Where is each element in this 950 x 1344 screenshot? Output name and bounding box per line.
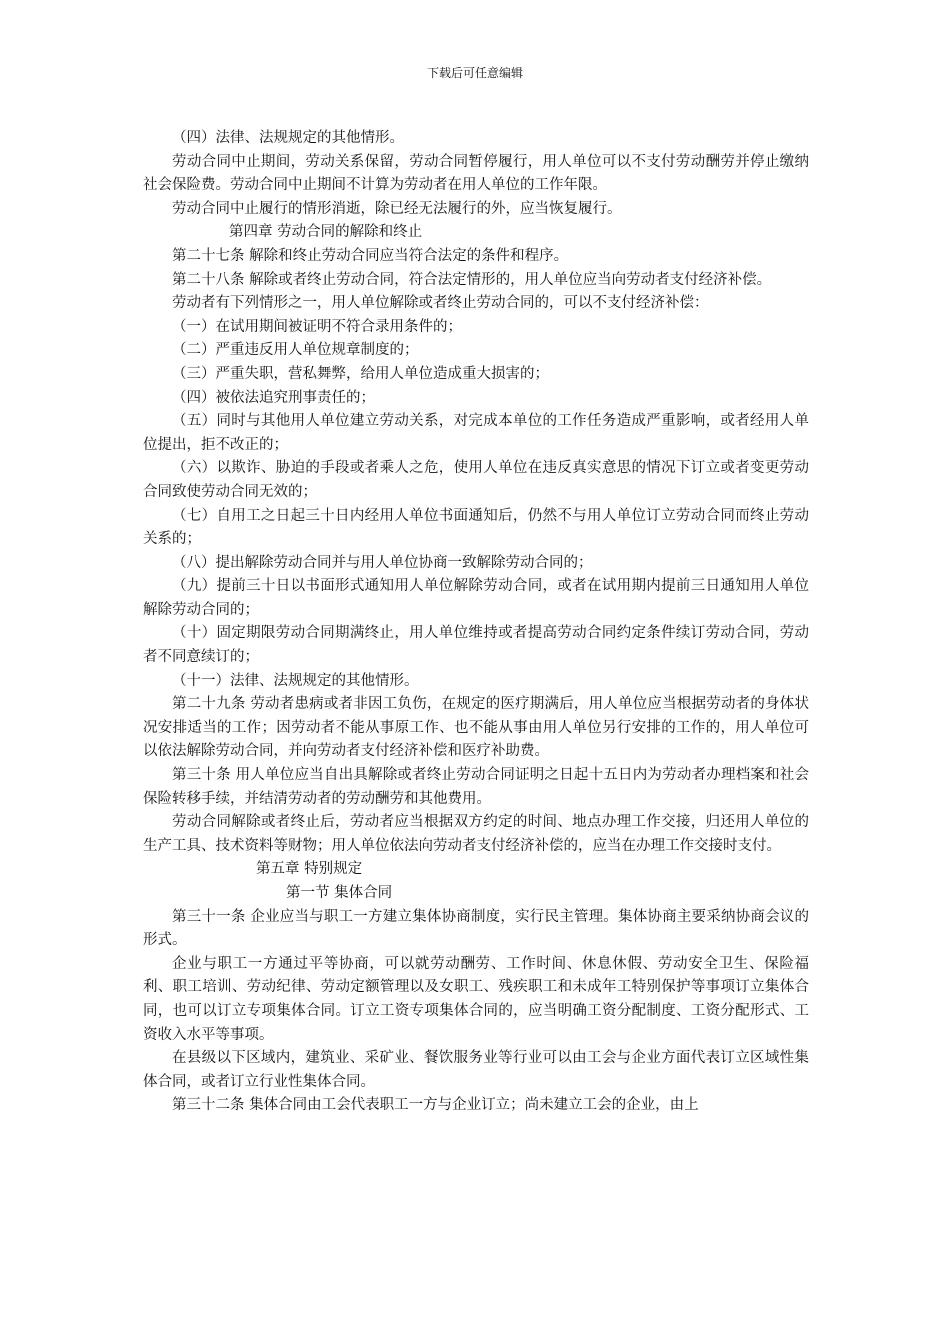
paragraph: 在县级以下区域内，建筑业、采矿业、餐饮服务业等行业可以由工会与企业方面代表订立区域性集体合同，或者订立行业性集体合同。 (143, 1050, 809, 1090)
paragraph: 劳动者有下列情形之一，用人单位解除或者终止劳动合同的，可以不支付经济补偿： (172, 295, 709, 312)
list-item: （一）在试用期间被证明不符合录用条件的； (172, 318, 462, 335)
paragraph: 第二十八条 解除或者终止劳动合同，符合法定情形的，用人单位应当向劳动者支付经济补偿。 (172, 271, 772, 288)
paragraph: 第三十二条 集体合同由工会代表职工一方与企业订立；尚未建立工会的企业，由上 (172, 1097, 699, 1114)
paragraph: 第三十一条 企业应当与职工一方建立集体协商制度，实行民主管理。集体协商主要采纳协商会议的形式。 (143, 908, 809, 949)
chapter-heading: 第四章 劳动合同的解除和终止 (229, 224, 423, 241)
chapter-heading: 第五章 特别规定 (256, 861, 363, 878)
paragraph: 第三十条 用人单位应当自出具解除或者终止劳动合同证明之日起十五日内为劳动者办理档案和社会保险转移手续，并结清劳动者的劳动酬劳和其他费用。 (143, 767, 809, 807)
list-item: （十）固定期限劳动合同期满终止，用人单位维持或者提高劳动合同约定条件续订劳动合同，劳动者不同意续订的； (143, 625, 809, 666)
paragraph: 劳动合同中止履行的情形消逝，除已经无法履行的外，应当恢复履行。 (172, 200, 622, 217)
paragraph: 企业与职工一方通过平等协商，可以就劳动酬劳、工作时间、休息休假、劳动安全卫生、保险福利、职工培训、劳动纪律、劳动定额管理以及女职工、残疾职工和未成年工特别保护等事项订立集体合同，也可以订立专项集体合同。订立工资专项集体合同的，应当明确工资分配制度、工资分配形式、工资收入水平等事项。 (143, 955, 809, 1043)
document-body (143, 127, 809, 1118)
list-item: （二）严重违反用人单位规章制度的； (172, 342, 419, 359)
list-item: （八）提出解除劳动合同并与用人单位协商一致解除劳动合同的； (172, 554, 593, 571)
paragraph: 劳动合同中止期间，劳动关系保留，劳动合同暂停履行，用人单位可以不支付劳动酬劳并停止缴纳社会保险费。劳动合同中止期间不计算为劳动者在用人单位的工作年限。 (143, 153, 809, 194)
paragraph: 劳动合同解除或者终止后，劳动者应当根据双方约定的时间、地点办理工作交接，归还用人单位的生产工具、技术资料等财物；用人单位依法向劳动者支付经济补偿的，应当在办理工作交接时支付。 (143, 814, 809, 854)
paragraph: 第二十九条 劳动者患病或者非因工负伤，在规定的医疗期满后，用人单位应当根据劳动者的身体状况安排适当的工作；因劳动者不能从事原工作、也不能从事由用人单位另行安排的工作的，用人单位可以依法解除劳动合同，并向劳动者支付经济补偿和医疗补助费。 (143, 696, 809, 760)
list-item: （九）提前三十日以书面形式通知用人单位解除劳动合同，或者在试用期内提前三日通知用人单位解除劳动合同的； (143, 578, 809, 618)
list-item: （四）被依法追究刑事责任的； (172, 389, 375, 406)
list-item: （十一）法律、法规规定的其他情形。 (172, 672, 419, 689)
paragraph: （四）法律、法规规定的其他情形。 (172, 130, 404, 146)
list-item: （五）同时与其他用人单位建立劳动关系，对完成本单位的工作任务造成严重影响，或者经用人单位提出，拒不改正的； (143, 413, 809, 453)
list-item: （六）以欺诈、胁迫的手段或者乘人之危，使用人单位在违反真实意思的情况下订立或者变更劳动合同致使劳动合同无效的； (143, 460, 809, 500)
list-item: （七）自用工之日起三十日内经用人单位书面通知后，仍然不与用人单位订立劳动合同而终止劳动关系的； (143, 507, 809, 548)
paragraph: 第二十七条 解除和终止劳动合同应当符合法定的条件和程序。 (172, 247, 569, 264)
list-item: （三）严重失职，营私舞弊，给用人单位造成重大损害的； (172, 365, 549, 382)
page-header-note: 下载后可任意编辑 (426, 66, 523, 80)
section-heading: 第一节 集体合同 (286, 885, 393, 901)
